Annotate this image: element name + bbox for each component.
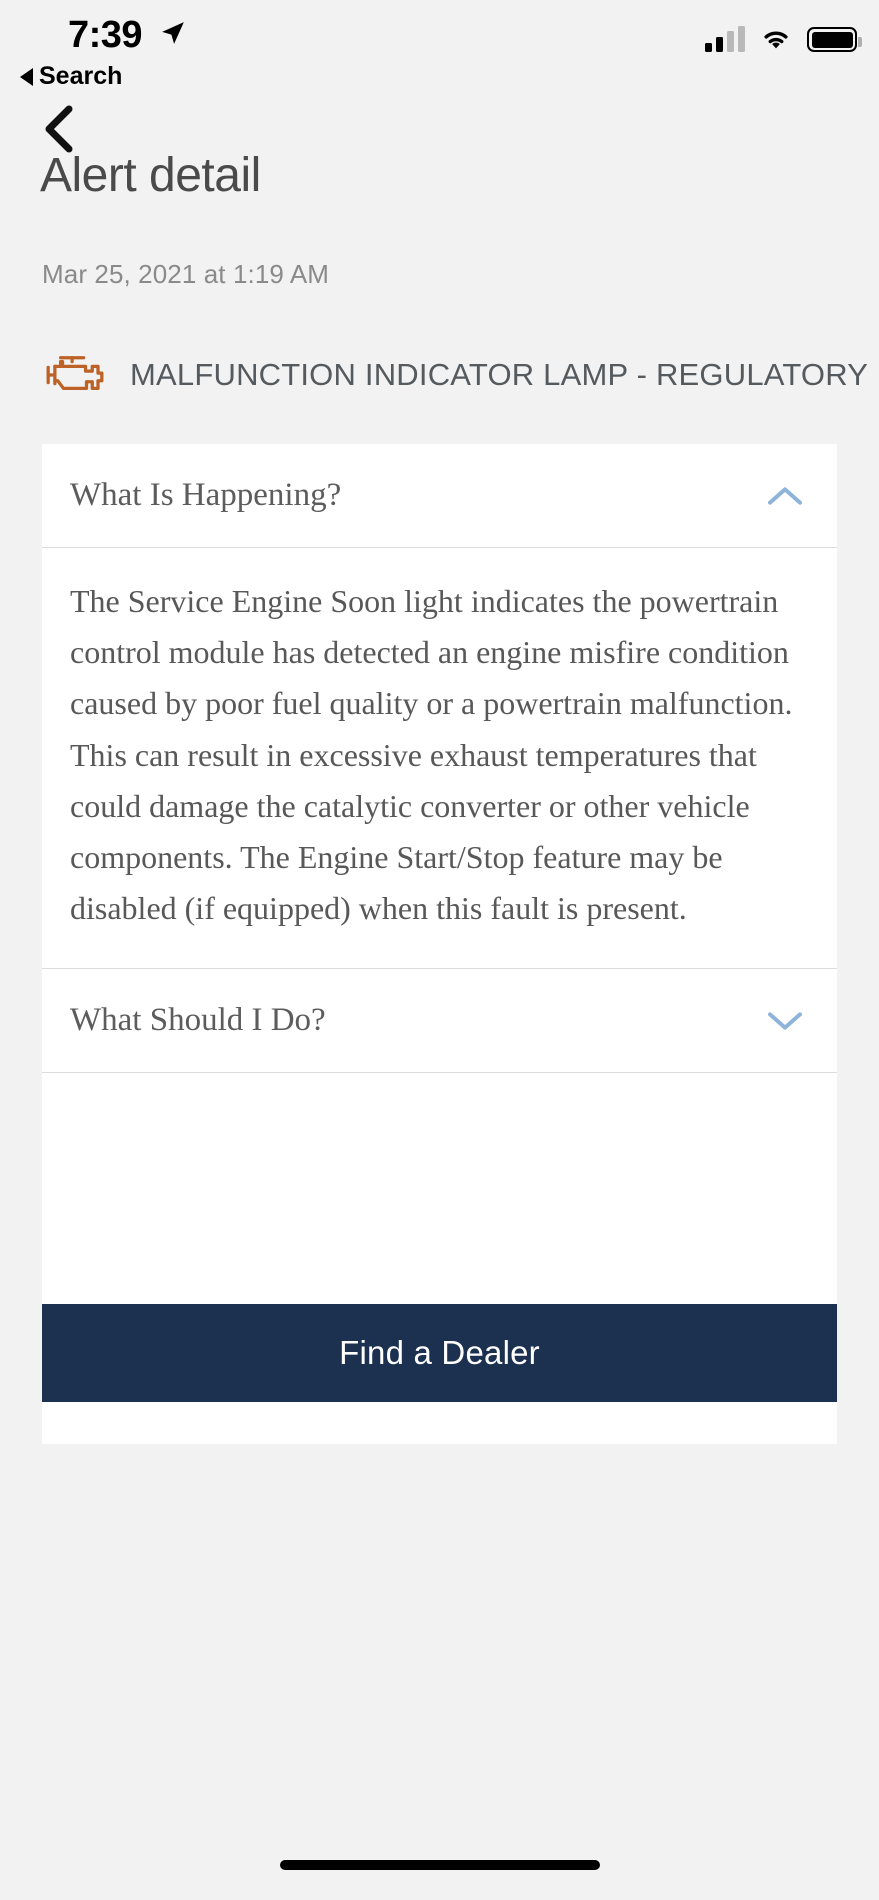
wifi-icon [759,26,793,52]
triangle-left-icon [20,68,33,86]
page-title: Alert detail [40,149,261,202]
back-to-search-link[interactable] [20,62,122,91]
check-engine-light-icon [44,352,106,398]
alert-title-row [44,352,879,398]
accordion-body-text: The Service Engine Soon light indicates the powertrain control module has detected an engine misfire condition caused by poor fuel quality or a powertrain malfunction. This can result in excessive exhaust temperatures that could damage the catalytic converter or other vehicle components. The Engine Start/Stop feature may be disabled (if equipped) when this fault is present. [70,583,793,927]
chevron-left-icon[interactable] [38,104,80,154]
alert-timestamp: Mar 25, 2021 at 1:19 AM [42,259,330,289]
accordion-label: What Is Happening? [70,477,342,513]
accordion-body-what-is-happening [42,548,837,969]
status-bar-time: 7:39 [68,14,143,56]
location-arrow-icon [160,20,186,46]
home-indicator-bar [280,1860,600,1870]
alert-title: MALFUNCTION INDICATOR LAMP - REGULATORY [130,357,869,392]
accordion-header-what-is-happening[interactable] [42,444,837,548]
accordion-label: What Should I Do? [70,1002,326,1039]
accordion-header-what-should-i-do[interactable] [42,969,837,1073]
chevron-up-icon[interactable] [765,484,805,508]
battery-full-icon [807,27,857,52]
chevron-down-icon[interactable] [765,1009,805,1033]
back-to-search-label: Search [39,62,123,90]
navigation-header [0,78,879,203]
cta-container [42,1304,837,1402]
find-a-dealer-button[interactable]: Find a Dealer [42,1304,837,1402]
alert-detail-card [42,444,837,1444]
status-bar-indicators [705,26,857,52]
status-bar [0,0,879,90]
cellular-signal-icon [705,26,745,52]
